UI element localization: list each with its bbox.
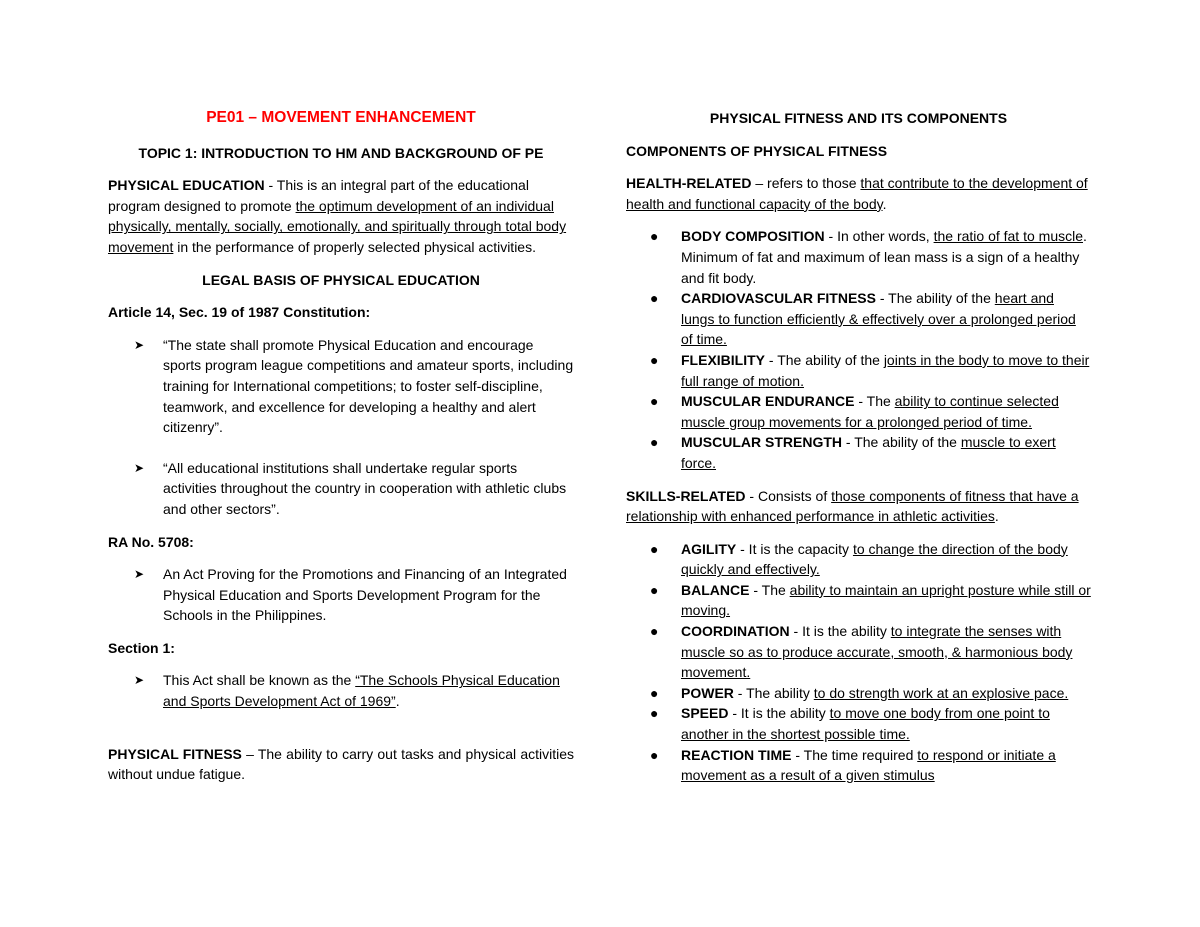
bullet-icon: ● bbox=[650, 581, 659, 598]
list-item: ● MUSCULAR ENDURANCE - The ability to continue selected muscle group movements for a prolonged period of time. bbox=[650, 393, 1059, 430]
list-item: ● POWER - The ability to do strength work at an explosive pace. bbox=[626, 683, 1091, 704]
list-item: ● BODY COMPOSITION - In other words, the ratio of fat to muscle. Minimum of fat and maximum of lean mass is a sign of a healthy and fit body. bbox=[650, 228, 1087, 286]
section-list bbox=[108, 670, 574, 711]
bullet-icon: ● bbox=[650, 684, 659, 701]
list-item: ➤ “All educational institutions shall undertake regular sports activities throughout the country in cooperation with athletic clubs and other sectors”. bbox=[134, 459, 567, 517]
bullet-icon: ● bbox=[650, 228, 659, 245]
health-related-definition: HEALTH-RELATED – refers to those that contribute to the development of health and functional capacity of the body. bbox=[626, 175, 1088, 212]
arrow-bullet-icon: ➤ bbox=[134, 337, 145, 352]
pe-definition: PHYSICAL EDUCATION - This is an integral part of the educational program designed to promote the optimum development of an individual physically, mentally, socially, emotionally, and spiritually through total body movement in the performance of properly selected physical activities. bbox=[108, 177, 567, 255]
arrow-bullet-icon: ➤ bbox=[134, 460, 145, 475]
bullet-icon: ● bbox=[650, 393, 659, 410]
article-list bbox=[108, 335, 574, 520]
article-heading: Article 14, Sec. 19 of 1987 Constitution: bbox=[108, 304, 371, 321]
bullet-icon: ● bbox=[650, 746, 659, 763]
physical-fitness-definition: PHYSICAL FITNESS – The ability to carry out tasks and physical activities without undue fatigue. bbox=[108, 745, 575, 783]
bullet-icon: ● bbox=[650, 290, 659, 307]
list-item: ➤ An Act Proving for the Promotions and Financing of an Integrated Physical Education and Sports Development Program for the Schools in the Philippines. bbox=[134, 566, 567, 624]
topic-heading: TOPIC 1: INTRODUCTION TO HM AND BACKGROUND OF PE bbox=[138, 144, 544, 161]
skills-related-list bbox=[626, 539, 1091, 786]
list-item: ● REACTION TIME - The time required to respond or initiate a movement as a result of a given stimulus bbox=[650, 746, 1056, 784]
section-heading: Section 1: bbox=[108, 639, 175, 656]
list-item: ● FLEXIBILITY - The ability of the joints in the body to move to their full range of motion. bbox=[650, 351, 1090, 389]
right-column bbox=[626, 108, 1091, 786]
list-item: ● COORDINATION - It is the ability to integrate the senses with muscle so as to produce accurate, smooth, & harmonious body movement. bbox=[650, 623, 1073, 681]
list-item: ● AGILITY - It is the capacity to change the direction of the body quickly and effectively. bbox=[650, 540, 1068, 578]
skills-related-definition: SKILLS-RELATED - Consists of those components of fitness that have a relationship with enhanced performance in athletic activities. bbox=[626, 487, 1079, 525]
section-title: PHYSICAL FITNESS AND ITS COMPONENTS bbox=[709, 110, 1008, 126]
list-item: ● SPEED - It is the ability to move one body from one point to another in the shortest possible time. bbox=[650, 705, 1050, 743]
legal-basis-heading: LEGAL BASIS OF PHYSICAL EDUCATION bbox=[202, 271, 480, 288]
left-column bbox=[108, 108, 574, 785]
bullet-icon: ● bbox=[650, 434, 659, 451]
list-item: ● CARDIOVASCULAR FITNESS - The ability of the heart and lungs to function efficiently & effectively over a prolonged period of time. bbox=[650, 290, 1076, 348]
pf-term: PHYSICAL FITNESS bbox=[108, 745, 242, 762]
ra-heading: RA No. 5708: bbox=[108, 533, 194, 550]
list-item: ➤ “The state shall promote Physical Education and encourage sports program league competitions and amateur sports, including training for International competitions; to foster self-discipline, teamwork, and excellence for developing a healthy and alert citizenry”. bbox=[134, 336, 574, 436]
bullet-icon: ● bbox=[650, 705, 659, 722]
bullet-icon: ● bbox=[650, 540, 659, 557]
list-item: ➤ This Act shall be known as the “The Schools Physical Education and Sports Development Act of 1969”. bbox=[134, 672, 560, 710]
components-heading: COMPONENTS OF PHYSICAL FITNESS bbox=[626, 142, 888, 159]
arrow-bullet-icon: ➤ bbox=[134, 673, 145, 688]
list-item: ● MUSCULAR STRENGTH - The ability of the muscle to exert force. bbox=[650, 434, 1056, 471]
arrow-bullet-icon: ➤ bbox=[134, 567, 145, 582]
bullet-icon: ● bbox=[650, 623, 659, 640]
document-title: PE01 – MOVEMENT ENHANCEMENT bbox=[206, 109, 476, 126]
ra-list bbox=[108, 564, 574, 626]
bullet-icon: ● bbox=[650, 351, 659, 368]
health-related-list bbox=[626, 226, 1091, 473]
list-item: ● BALANCE - The ability to maintain an upright posture while still or moving. bbox=[650, 581, 1091, 619]
pe-term: PHYSICAL EDUCATION bbox=[108, 177, 265, 194]
